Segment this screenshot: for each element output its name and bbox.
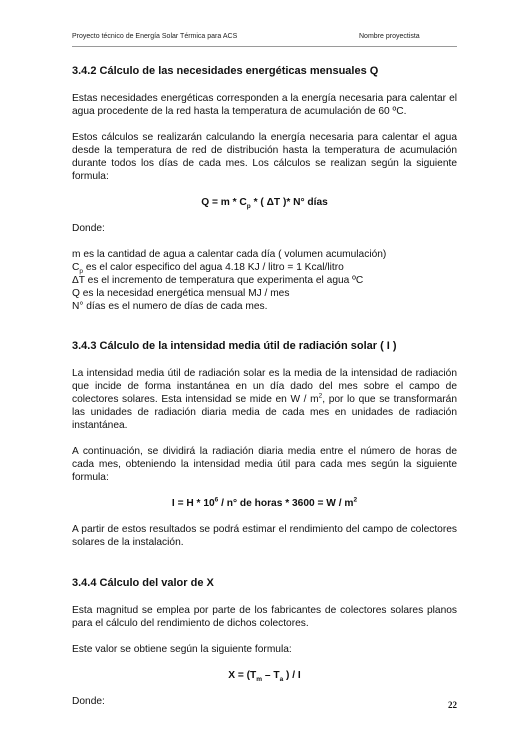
header-project-title: Proyecto técnico de Energía Solar Térmica para ACS [72,33,238,40]
definition-item: N° días es el numero de días de cada mes. [72,301,268,312]
section-heading-3-4-2: 3.4.2 Cálculo de las necesidades energéticas mensuales Q [72,65,379,77]
section-heading-3-4-4: 3.4.4 Cálculo del valor de X [72,577,214,589]
definition-item: $C_p$ es el calor especifico del agua 4.18 KJ / litro = 1 Kcal/litro [72,262,344,276]
paragraph: Este valor se obtiene según la siguiente formula: [72,644,292,655]
paragraph: Estas necesidades energéticas corresponden a la energía necesaria para calentar el agua procedente de la red hasta la temperatura de acumulación de 60 ºC. [72,93,457,117]
definitions-list [72,248,457,313]
definition-item: ΔT es el incremento de temperatura que experimenta el agua ºC [72,275,364,286]
donde-label: Donde: [72,223,105,234]
paragraph: Esta magnitud se emplea por parte de los fabricantes de colectores solares planos para el cálculo del rendimiento de dichos colectores. [72,605,457,629]
formula-q: $Q = m * C_p$ * ( ΔT )* N° días [201,197,328,211]
donde-label: Donde: [72,696,105,707]
header-author-name: Nombre proyectista [359,33,420,40]
formula-i: $I = H * 10^6 / n^\circ$ de horas * $3600 = W / m^2$ [171,496,358,509]
definition-item: m es la cantidad de agua a calentar cada día ( volumen acumulación) [72,249,387,260]
paragraph: A partir de estos resultados se podrá estimar el rendimiento del campo de colectores solares de la instalación. [72,524,457,548]
paragraph: Estos cálculos se realizarán calculando la energía necesaria para calentar el agua desde la temperatura de red de distribución hasta la temperatura de acumulación durante todos los días de cada mes. Los cálculos se realizan según la siguiente formula: [72,132,457,182]
paragraph: A continuación, se dividirá la radiación diaria media entre el número de horas de cada mes, obteniendo la intensidad media útil para cada mes según la siguiente formula: [72,446,457,483]
page-content [72,64,457,721]
formula-x: $X = (T_m - T_a$ ) / I [228,670,301,684]
section-heading-3-4-3: 3.4.3 Cálculo de la intensidad media útil de radiación solar ( I ) [72,340,397,352]
page-number: 22 [448,700,457,710]
definition-item: Q es la necesidad energética mensual MJ / mes [72,288,290,299]
page-header [72,30,457,47]
paragraph: La intensidad media útil de radiación solar es la media de la intensidad de radiación que incide de forma instantánea en un día dado del mes sobre el campo de colectores solares. Esta intensidad se mide en W / $m^2$, por lo que se transformarán las unidades de radiación diaria media de cada mes en unidades de radiación instantánea. [72,368,458,431]
